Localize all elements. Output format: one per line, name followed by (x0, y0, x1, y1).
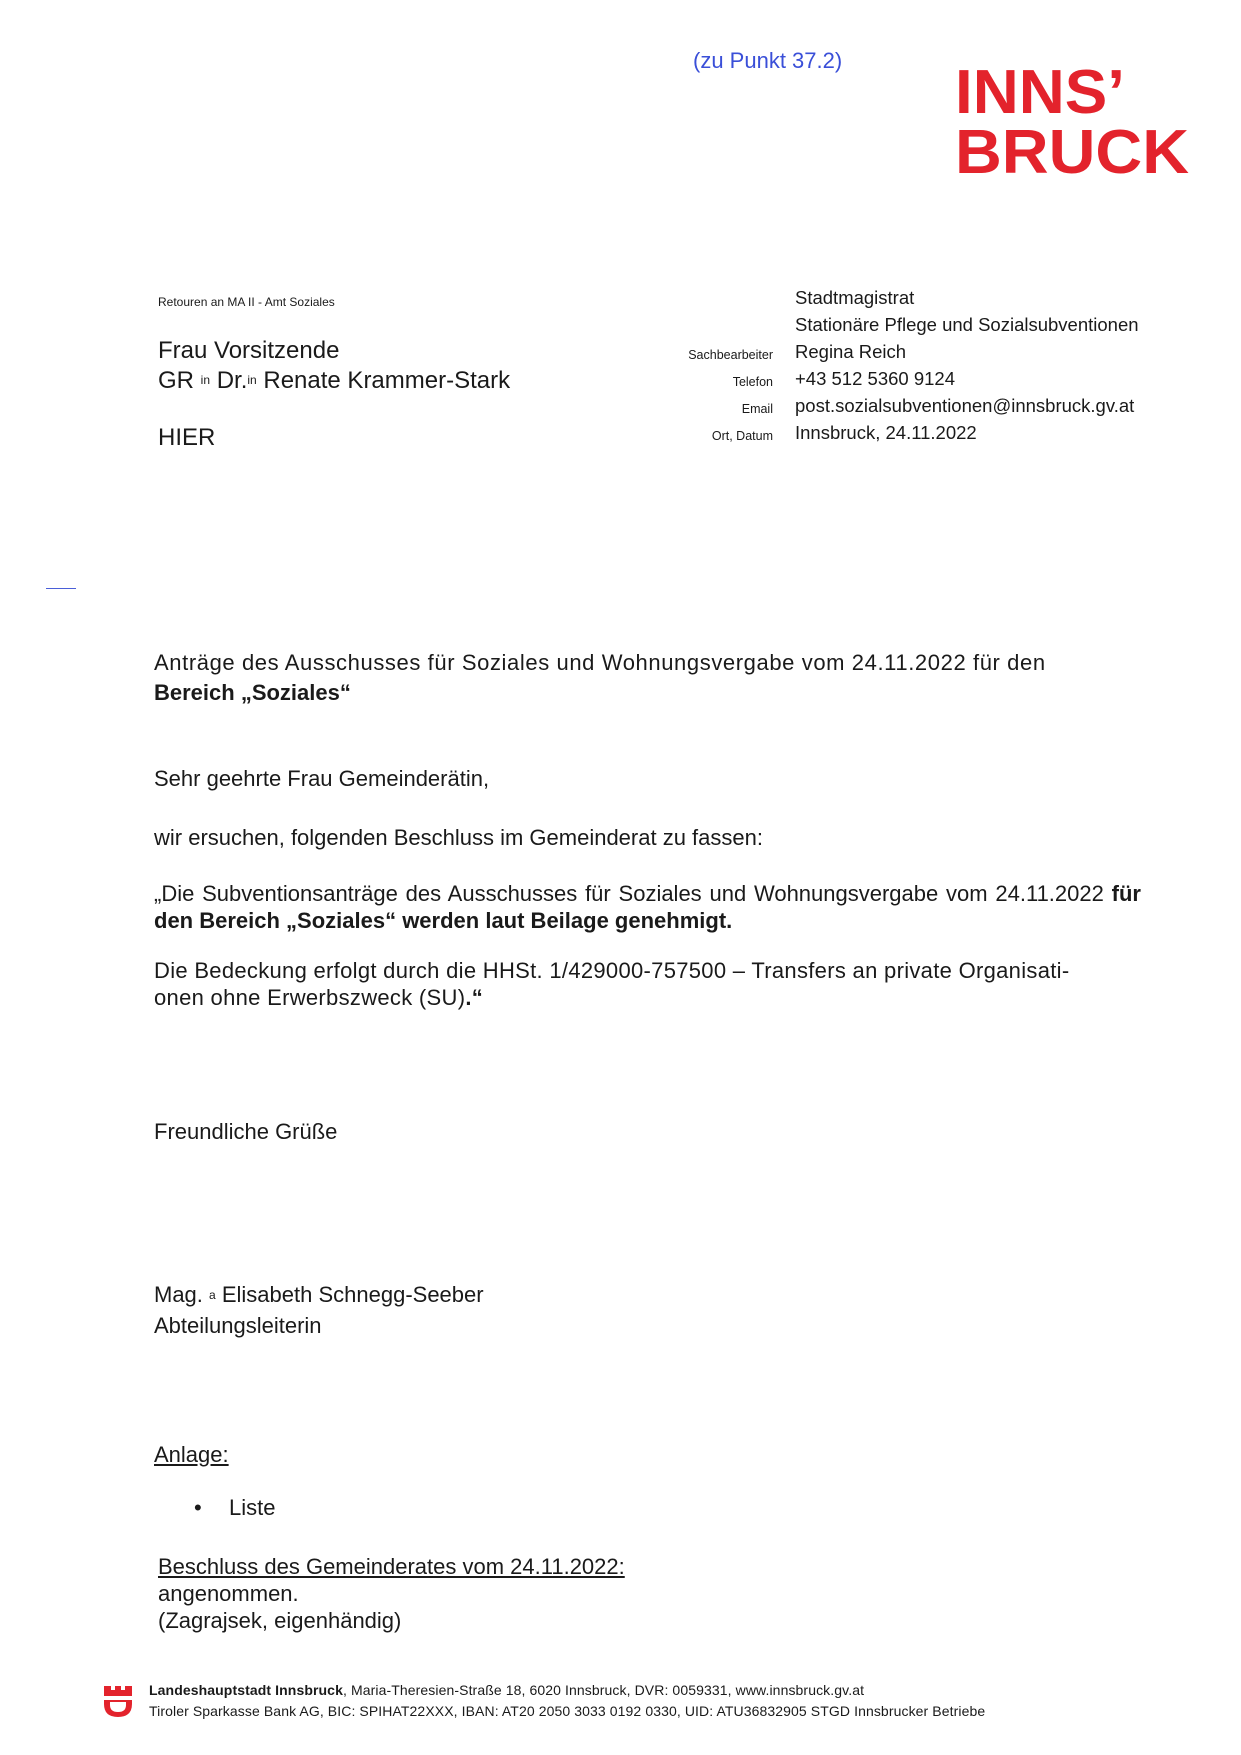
sender-labels (640, 342, 773, 450)
footer: Landeshauptstadt Innsbruck, Maria-Theresien-Straße 18, 6020 Innsbruck, DVR: 0059331, www.innsbruck.gv.at Tiroler Sparkasse Bank AG, BIC: SPIHAT22XXX, IBAN: AT20 2050 3033 0192 0330, UID: ATU36832905 STGD Innsbrucker Betriebe (149, 1682, 986, 1719)
logo-line-1: INNS’ (955, 58, 1125, 127)
resolution-quote: „Die Subventionsanträge des Ausschusses für Soziales und Wohnungsvergabe vom 24.11.2022 für den Bereich „Soziales“ werden laut Beilage genehmigt. (154, 881, 1141, 933)
subject-line: Anträge des Ausschusses für Soziales und Wohnungsvergabe vom 24.11.2022 für den Bereich „Soziales“ (154, 650, 1046, 705)
sender-org: Stadtmagistrat (795, 287, 915, 308)
innsbruck-logo (955, 58, 1195, 178)
recipient-line-2: GR $^{in}$ Dr.$^{in}$ Renate Krammer-Stark (158, 367, 511, 394)
sender-clerk: Regina Reich (795, 341, 907, 362)
bullet-icon: • (194, 1495, 202, 1520)
return-address: Retouren an MA II - Amt Soziales (158, 295, 335, 309)
sender-email[interactable]: post.sozialsubventionen@innsbruck.gv.at (795, 395, 1135, 416)
attachments-heading: Anlage: (154, 1442, 229, 1467)
logo-line-2: BRUCK (955, 118, 1190, 178)
label-email: Email (741, 402, 773, 416)
label-place-date: Ort, Datum (711, 429, 773, 443)
reference-note: (zu Punkt 37.2) (693, 48, 843, 73)
council-decision: Beschluss des Gemeinderates vom 24.11.2022: angenommen. (Zagrajsek, eigenhändig) (158, 1554, 625, 1633)
salutation: Sehr geehrte Frau Gemeinderätin, (154, 766, 490, 791)
signature-block: Mag. $^a$ Elisabeth Schnegg-Seeber Abteilungsleiterin (154, 1282, 484, 1338)
sender-block (795, 284, 1139, 446)
sender-phone: +43 512 5360 9124 (795, 368, 955, 389)
recipient-location: HIER (158, 424, 216, 451)
sender-place-date: Innsbruck, 24.11.2022 (795, 422, 977, 443)
attachment-item: Liste (229, 1495, 276, 1520)
fold-mark (46, 588, 76, 589)
sender-dept: Stationäre Pflege und Sozialsubventionen (795, 314, 1139, 335)
intro-paragraph: wir ersuchen, folgenden Beschluss im Gemeinderat zu fassen: (154, 825, 763, 850)
recipient-line-1: Frau Vorsitzende (158, 337, 340, 364)
label-clerk: Sachbearbeiter (688, 348, 773, 362)
funding-paragraph: Die Bedeckung erfolgt durch die HHSt. 1/429000-757500 – Transfers an private Organisati- onen ohne Erwerbszweck (SU).“ (154, 958, 1070, 1010)
label-phone: Telefon (732, 375, 773, 389)
closing-greeting: Freundliche Grüße (154, 1119, 338, 1144)
recipient-address (158, 336, 510, 399)
city-crest-icon (103, 1684, 133, 1718)
